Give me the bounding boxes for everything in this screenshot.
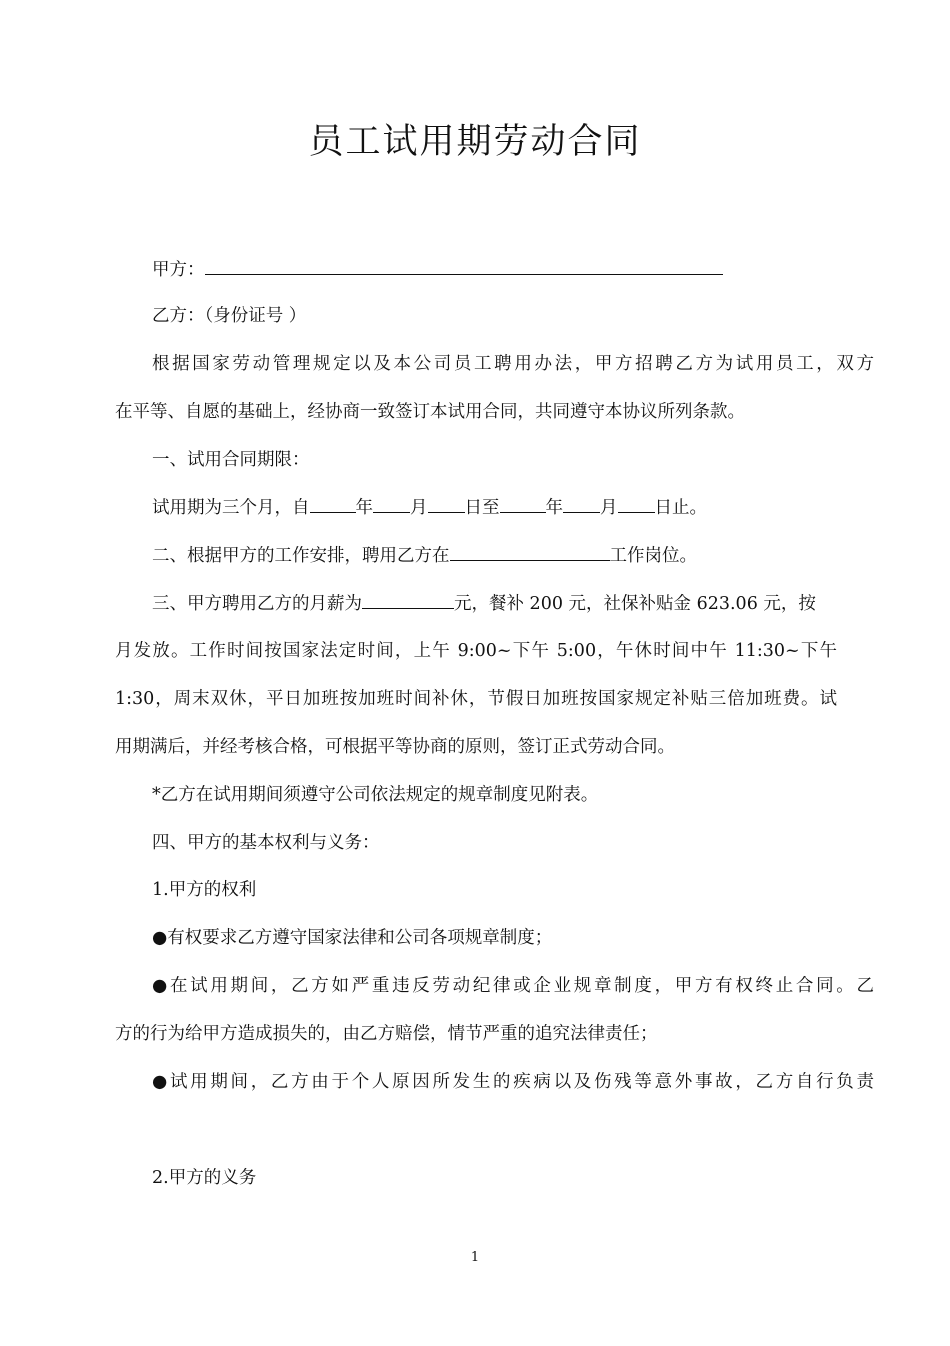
section-3-line-1	[115, 590, 874, 617]
salary-text: 三、甲方聘用乙方的月薪为	[152, 594, 362, 614]
section-3-line-2: 月发放。工作时间按国家法定时间，上午 9:00~下午 5:00，午休时间中午 11:30~下午	[115, 641, 837, 661]
day-to-label: 日至	[464, 498, 500, 518]
start-day-blank	[428, 494, 465, 513]
start-month-blank	[373, 494, 410, 513]
day-end-label: 日止。	[654, 498, 707, 518]
right-item-1: ●有权要求乙方遵守国家法律和公司各项规章制度；	[152, 928, 553, 948]
position-blank	[450, 542, 610, 561]
intro-line-2: 在平等、自愿的基础上，经协商一致签订本试用合同，共同遵守本协议所列条款。	[115, 402, 745, 422]
salary-blank	[362, 590, 454, 609]
section-2-text: 二、根据甲方的工作安排，聘用乙方在	[152, 546, 450, 566]
intro-line-1: 根据国家劳动管理规定以及本公司员工聘用办法，甲方招聘乙方为试用员工，双方	[152, 354, 874, 374]
end-month-blank	[563, 494, 600, 513]
right-item-2-line-2: 方的行为给甲方造成损失的，由乙方赔偿，情节严重的追究法律责任；	[115, 1024, 658, 1044]
salary-suffix: 元，餐补 200 元，社保补贴金 623.06 元，按	[454, 594, 816, 614]
section-4-heading: 四、甲方的基本权利与义务：	[152, 833, 380, 853]
page-number: 1	[470, 1250, 480, 1265]
end-day-blank	[618, 494, 655, 513]
trial-period-text: 试用期为三个月，自	[152, 498, 310, 518]
duties-heading: 2.甲方的义务	[152, 1168, 257, 1188]
rights-heading: 1.甲方的权利	[152, 880, 257, 900]
document-title: 员工试用期劳动合同	[308, 122, 642, 162]
section-2-suffix: 工作岗位。	[609, 546, 697, 566]
month-label-2: 月	[600, 498, 618, 518]
end-year-blank	[500, 494, 546, 513]
start-year-blank	[310, 494, 356, 513]
party-b-line: 乙方：（身份证号 ）	[152, 306, 307, 326]
year-label-2: 年	[545, 498, 563, 518]
section-3-line-3: 1:30，周末双休，平日加班按加班时间补休，节假日加班按国家规定补贴三倍加班费。试	[115, 689, 837, 709]
section-3-line-4: 用期满后，并经考核合格，可根据平等协商的原则，签订正式劳动合同。	[115, 737, 675, 757]
party-a-label: 甲方：	[152, 260, 205, 280]
right-item-3: ●试用期间，乙方由于个人原因所发生的疾病以及伤残等意外事故，乙方自行负责	[152, 1072, 874, 1092]
party-a-line	[115, 256, 874, 283]
trial-period-line	[115, 494, 874, 521]
rules-note: *乙方在试用期间须遵守公司依法规定的规章制度见附表。	[152, 785, 599, 805]
month-label: 月	[410, 498, 428, 518]
right-item-2-line-1: ●在试用期间，乙方如严重违反劳动纪律或企业规章制度，甲方有权终止合同。乙	[152, 976, 874, 996]
section-2-line	[115, 542, 874, 569]
year-label: 年	[355, 498, 373, 518]
section-1-heading: 一、试用合同期限：	[152, 450, 310, 470]
party-a-blank	[205, 256, 723, 275]
